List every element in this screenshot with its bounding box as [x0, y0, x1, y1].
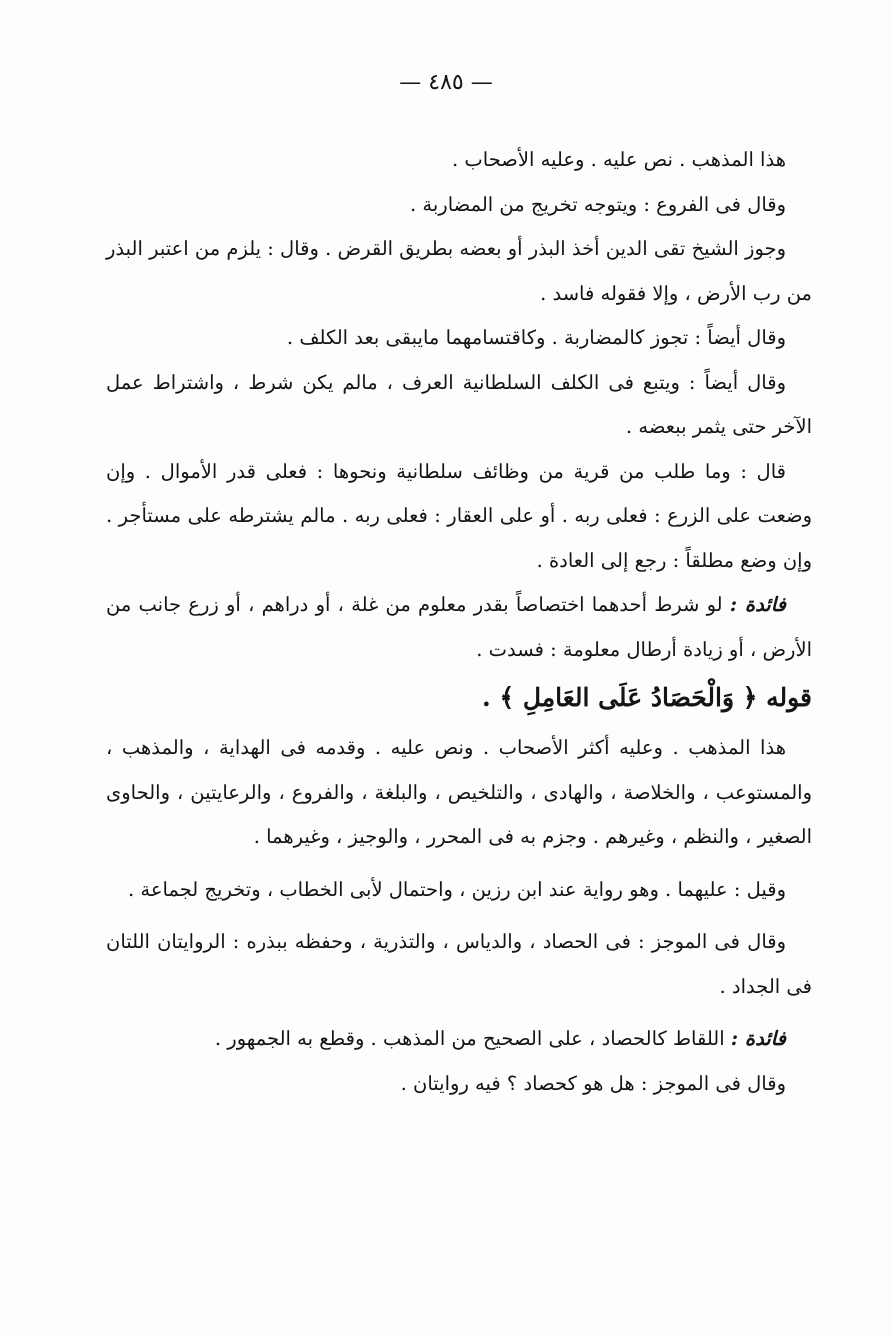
page-number: — ٤٨٥ —: [399, 70, 493, 95]
paragraph: وقيل : عليهما . وهو رواية عند ابن رزين ، واحتمال لأبى الخطاب ، وتخريج لجماعة .: [128, 877, 786, 901]
paragraph: وقال فى الفروع : ويتوجه تخريج من المضاربة .: [410, 192, 786, 216]
paragraph: وجوز الشيخ تقى الدين أخذ البذر أو بعضه بطريق القرض . وقال : يلزم من اعتبر البذر من رب الأرض ، وإلا فقوله فاسد .: [106, 237, 812, 305]
paragraph: قال : وما طلب من قرية من وظائف سلطانية ونحوها : فعلى قدر الأموال . وإن وضعت على الزرع : فعلى ربه . أو على العقار : فعلى ربه . مالم يشترطه على مستأجر . وإن وضع مطلقاً : رجع إلى العادة .: [106, 459, 812, 572]
section-heading: [106, 674, 812, 722]
paragraph: وقال فى الموجز : هل هو كحصاد ؟ فيه روايتان .: [400, 1071, 786, 1095]
page-body: [106, 138, 812, 1106]
fayda-text: لو شرط أحدهما اختصاصاً بقدر معلوم من غلة ، أو دراهم ، أو زرع جانب من الأرض ، أو زيادة أرطال معلومة : فسدت .: [106, 593, 812, 661]
fayda-label: فائدة :: [729, 593, 786, 616]
paragraph: هذا المذهب . نص عليه . وعليه الأصحاب .: [452, 148, 786, 171]
fayda-paragraph: [106, 1017, 812, 1062]
paragraph: وقال أيضاً : تجوز كالمضاربة . وكاقتسامهما مايبقى بعد الكلف .: [286, 326, 786, 349]
paragraph: هذا المذهب . وعليه أكثر الأصحاب . ونص عليه . وقدمه فى الهداية ، والمذهب ، والمستوعب ، والخلاصة ، والهادى ، والتلخيص ، والبلغة ، والفروع ، والرعايتين ، والحاوى الصغير ، والنظم ، وغيرهم . وجزم به فى المحرر ، والوجيز ، وغيرهما .: [106, 736, 812, 848]
fayda-label: فائدة :: [730, 1027, 786, 1050]
paragraph: وقال أيضاً : ويتبع فى الكلف السلطانية العرف ، مالم يكن شرط ، واشتراط عمل الآخر حتى يثمر ببعضه .: [106, 370, 812, 438]
heading-suffix: .: [482, 683, 491, 712]
heading-quote: ﴿ وَالْحَصَادُ عَلَى العَامِلِ ﴾: [499, 683, 758, 712]
heading-prefix: قوله: [766, 683, 812, 712]
paragraph: وقال فى الموجز : فى الحصاد ، والدياس ، والتذرية ، وحفظه ببذره : الروايتان اللتان فى الجداد .: [106, 930, 812, 998]
fayda-text: اللقاط كالحصاد ، على الصحيح من المذهب . وقطع به الجمهور .: [214, 1027, 725, 1050]
fayda-paragraph: [106, 583, 812, 672]
